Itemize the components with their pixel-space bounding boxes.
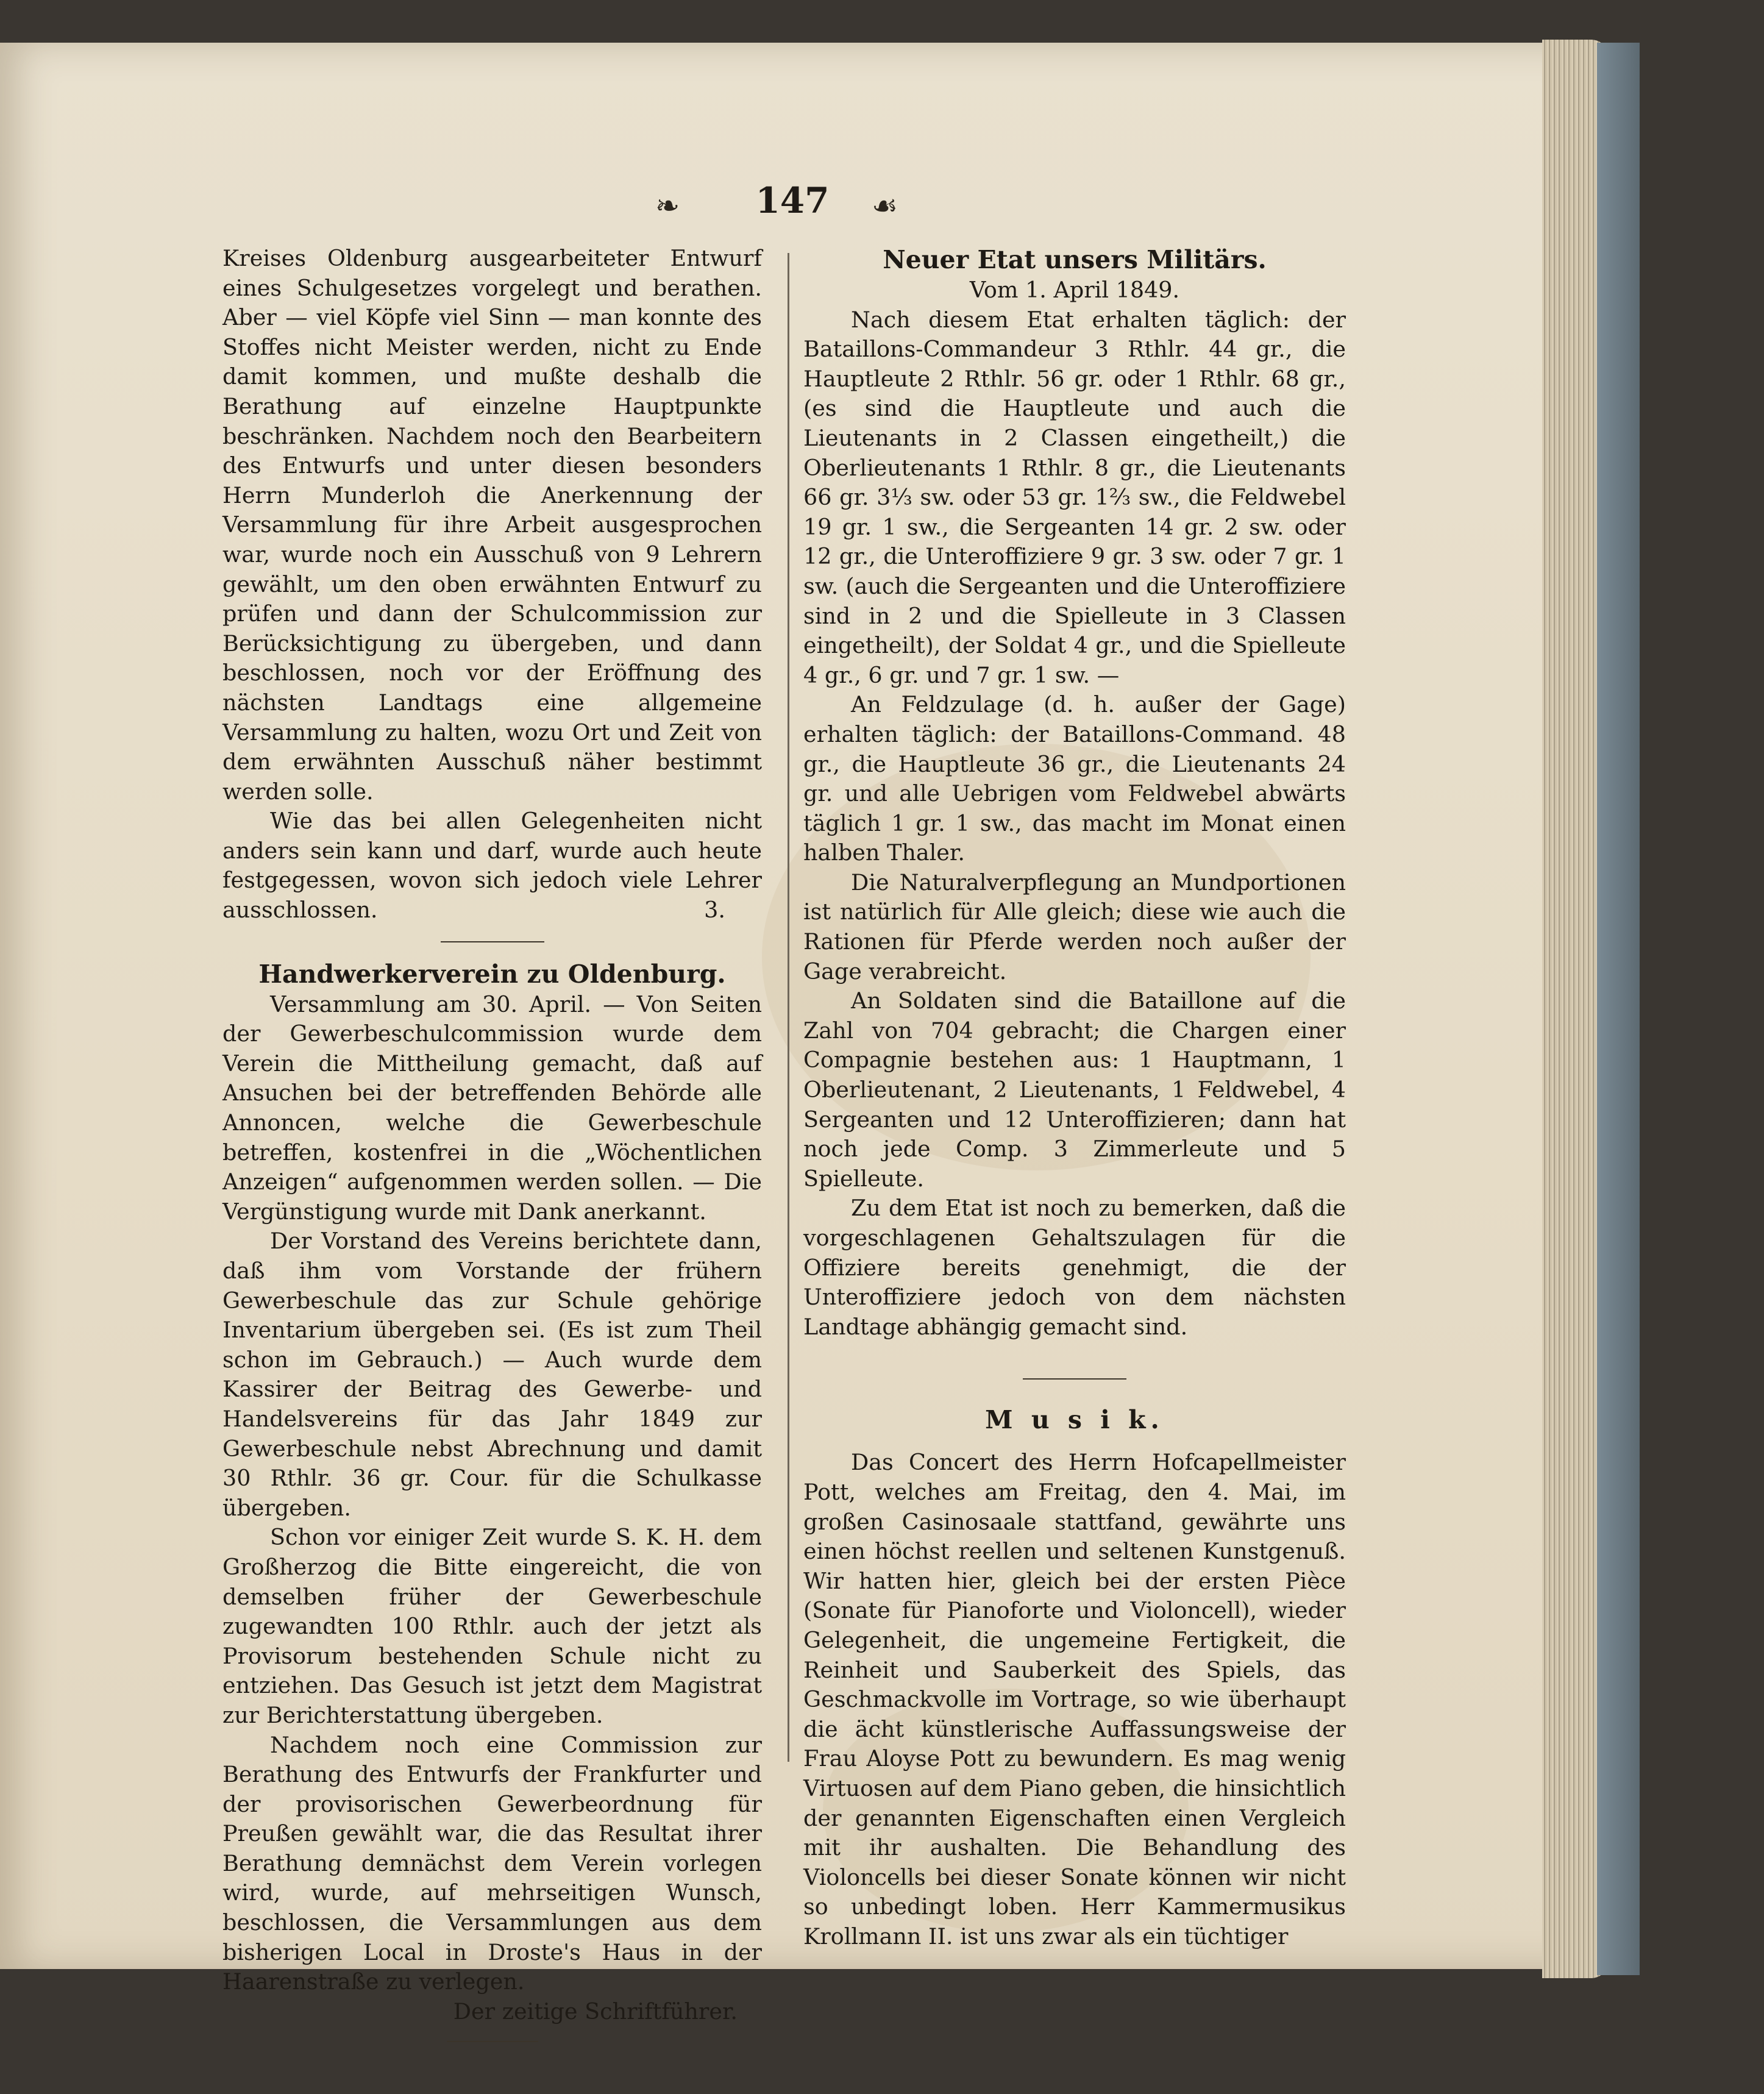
closing-paragraph <box>222 807 762 925</box>
column-divider <box>788 253 789 1762</box>
end-rule <box>447 2041 538 2042</box>
left-column <box>222 244 762 2042</box>
paragraph: Nachdem noch eine Commission zur Berathung des Entwurfs der Frankfurter und der provisorischen Gewerbeordnung für Preußen gewählt war, die das Resultat ihrer Berathung demnächst dem Verein vorlegen wird, wurde, auf mehrseitigen Wunsch, beschlossen, die Versammlungen aus dem bisherigen Local in Droste's Haus in der Haarenstraße zu verlegen. <box>222 1731 762 1995</box>
paragraph: Versammlung am 30. April. — Von Seiten der Gewerbeschulcommission wurde dem Verein die Mittheilung gemacht, daß auf Ansuchen bei der betreffenden Behörde alle Annoncen, welche die Gewerbeschule betreffen, kostenfrei in die „Wöchentlichen Anzeigen“ aufgenommen werden sollen. — Die Vergünstigung wurde mit Dank anerkannt. <box>222 991 762 1225</box>
paragraph: Der Vorstand des Vereins berichtete dann, daß ihm vom Vorstande der frühern Gewerbeschule das zur Schule gehörige Inventarium übergeben sei. (Es ist zum Theil schon im Gebrauch.) — Auch wurde dem Kassirer der Beitrag des Gewerbe- und Handelsvereins für das Jahr 1849 zur Gewerbeschule nebst Abrechnung und damit 30 Rthlr. 36 gr. Cour. für die Schulkasse übergeben. <box>222 1228 762 1521</box>
page-number: 147 <box>755 180 830 221</box>
section-title-militaer: Neuer Etat unsers Militärs. <box>883 245 1267 274</box>
section-subtitle: Vom 1. April 1849. <box>969 277 1180 303</box>
book-board-edge <box>1597 43 1640 1975</box>
paragraph: Zu dem Etat ist noch zu bemerken, daß die vorgeschlagenen Gehaltszulagen für die Offiziere bereits genehmigt, die der Unteroffiziere jedoch von dem nächsten Landtage abhängig gemacht sind. <box>803 1195 1346 1340</box>
closing-text: Wie das bei allen Gelegenheiten nicht anders sein kann und darf, wurde auch heute festgegessen, wovon sich jedoch viele Lehrer ausschlossen. <box>222 808 762 924</box>
paragraph: Das Concert des Herrn Hofcapellmeister Pott, welches am Freitag, den 4. Mai, im großen Casinosaale stattfand, gewährte uns einen höchst reellen und seltenen Kunstgenuß. Wir hatten hier, gleich bei der ersten Pièce (Sonate für Pianoforte und Violoncell), wieder Gelegenheit, die ungemeine Fertigkeit, die Reinheit und Sauberkeit des Spiels, das Geschmackvolle im Vortrage, so wie überhaupt die ächt künstlerische Auffassungsweise der Frau Aloyse Pott zu bewundern. Es mag wenig Virtuosen auf dem Piano geben, die hinsichtlich der genannten Eigenschaften einen Vergleich mit ihr aushalten. Die Behandlung des Violoncells bei dieser Sonate können wir nicht so unbedingt loben. Herr Kammermusikus Krollmann II. ist uns zwar als ein tüchtiger <box>803 1449 1346 1950</box>
section-separator <box>1023 1378 1126 1380</box>
ornament-right-icon: ☙ <box>872 189 898 223</box>
closing-signature: 3. <box>704 897 725 924</box>
right-column <box>803 244 1346 1951</box>
paragraph: An Soldaten sind die Bataillone auf die Zahl von 704 gebracht; die Chargen einer Compagnie bestehen aus: 1 Hauptmann, 1 Oberlieutenant, 2 Lieutenants, 1 Feldwebel, 4 Sergeanten und 12 Unteroffizieren; dann hat noch jede Comp. 3 Zimmerleute und 5 Spielleute. <box>803 988 1346 1192</box>
ornament-left-icon: ❧ <box>655 189 680 223</box>
paragraph: Nach diesem Etat erhalten täglich: der Bataillons-Commandeur 3 Rthlr. 44 gr., die Hauptleute 2 Rthlr. 56 gr. oder 1 Rthlr. 68 gr., (es sind die Hauptleute und auch die Lieutenants in 2 Classen eingetheilt,) die Oberlieutenants 1 Rthlr. 8 gr., die Lieutenants 66 gr. 3⅓ sw. oder 53 gr. 1⅔ sw., die Feldwebel 19 gr. 1 sw., die Sergeanten 14 gr. 2 sw. oder 12 gr., die Unteroffiziere 9 gr. 3 sw. oder 7 gr. 1 sw. (auch die Sergeanten und die Unteroffiziere sind in 2 und die Spielleute in 3 Classen eingetheilt), der Soldat 4 gr., und die Spielleute 4 gr., 6 gr. und 7 gr. 1 sw. — <box>803 306 1346 688</box>
paragraph: Die Naturalverpflegung an Mundportionen ist natürlich für Alle gleich; diese wie auch die Rationen für Pferde werden noch außer der Gage verabreicht. <box>803 869 1346 985</box>
paragraph: An Feldzulage (d. h. außer der Gage) erhalten täglich: der Bataillons-Command. 48 gr., die Hauptleute 36 gr., die Lieutenants 24 gr. und alle Uebrigen vom Feldwebel abwärts täglich 1 gr. 1 sw., das macht im Monat einen halben Thaler. <box>803 691 1346 866</box>
section-title-handwerkerverein: Handwerkerverein zu Oldenburg. <box>258 959 726 989</box>
signature: Der zeitige Schriftführer. <box>453 1998 738 2025</box>
continued-paragraph: Kreises Oldenburg ausgearbeiteter Entwurf eines Schulgesetzes vorgelegt und berathen. Aber — viel Köpfe viel Sinn — man konnte des Stoffes nicht Meister werden, nicht zu Ende damit kommen, und mußte deshalb die Berathung auf einzelne Hauptpunkte beschränken. Nachdem noch den Bearbeitern des Entwurfs und unter diesen besonders Herrn Munderloh die Anerkennung der Versammlung für ihre Arbeit ausgesprochen war, wurde noch ein Ausschuß von 9 Lehrern gewählt, um den oben erwähnten Entwurf zu prüfen und dann der Schulcommission zur Berücksichtigung zu übergeben, und dann beschlossen, noch vor der Eröffnung des nächsten Landtags eine allgemeine Versammlung zu halten, wozu Ort und Zeit von dem erwähnten Ausschuß näher bestimmt werden solle. <box>222 245 762 805</box>
section-separator <box>441 941 544 942</box>
section-title-musik: M u s i k. <box>985 1405 1164 1435</box>
paragraph: Schon vor einiger Zeit wurde S. K. H. dem Großherzog die Bitte eingereicht, die von demselben früher der Gewerbeschule zugewandten 100 Rthlr. auch der jetzt als Provisorum bestehenden Schule nicht zu entziehen. Das Gesuch ist jetzt dem Magistrat zur Berichterstattung übergeben. <box>222 1524 762 1728</box>
